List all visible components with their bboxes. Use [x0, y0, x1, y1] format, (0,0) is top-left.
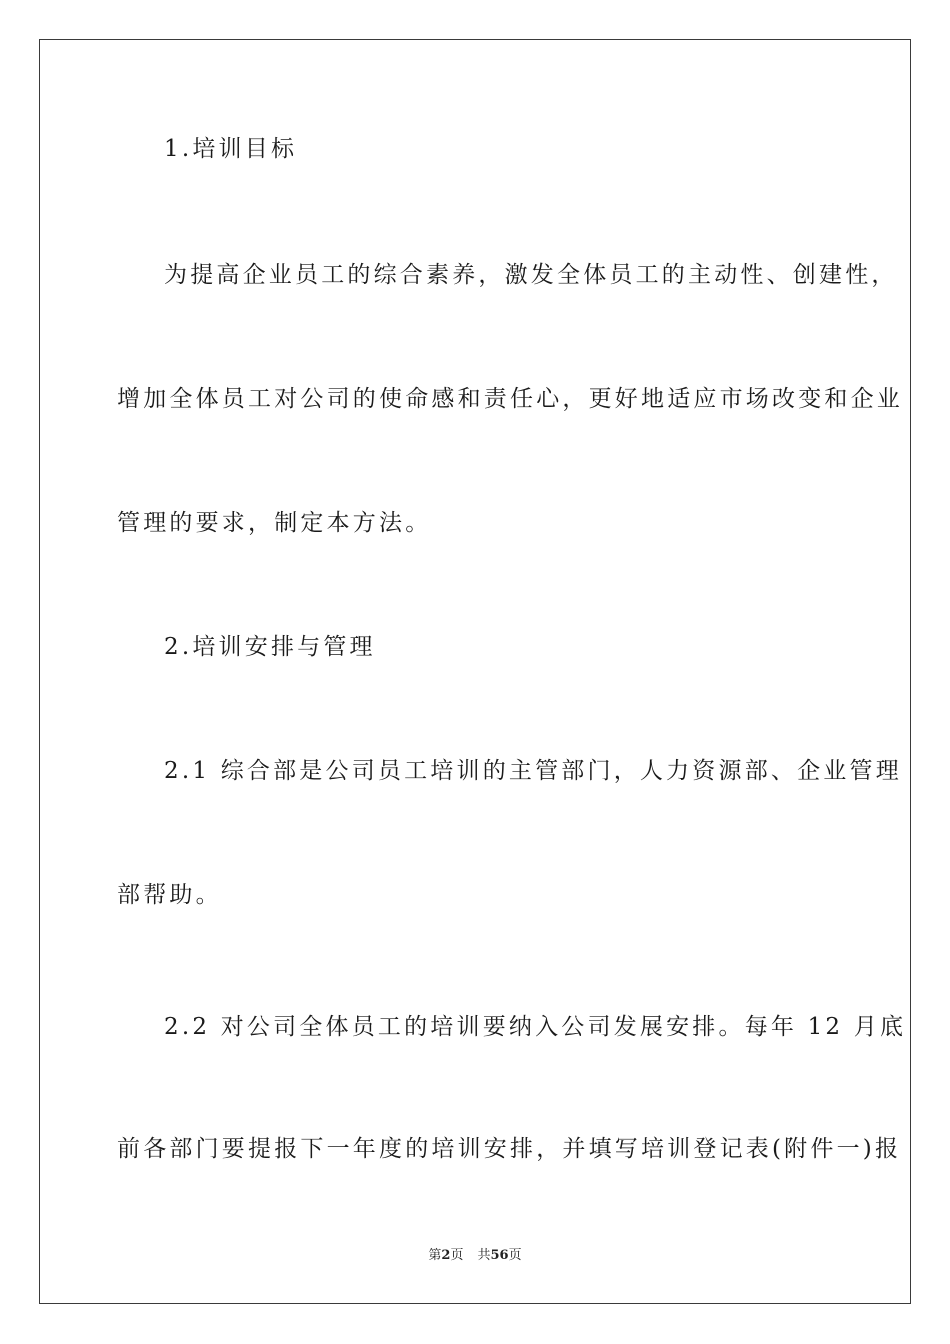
footer-total-pages: 56 [490, 1248, 509, 1263]
footer-total-prefix: 共 [477, 1248, 491, 1263]
footer-page-prefix: 第 [428, 1248, 442, 1263]
paragraph-line: 管理的要求，制定本方法。 [117, 510, 432, 536]
heading-training-goal: 1.培训目标 [164, 136, 298, 162]
page-border [39, 39, 911, 1304]
paragraph-line: 部帮助。 [117, 882, 222, 908]
paragraph-line: 为提高企业员工的综合素养，激发全体员工的主动性、创建性， [164, 262, 898, 288]
footer-page-number: 2 [441, 1248, 451, 1263]
paragraph-line: 2.1 综合部是公司员工培训的主管部门，人力资源部、企业管理 [164, 758, 902, 784]
paragraph-line: 前各部门要提报下一年度的培训安排，并填写培训登记表(附件一)报 [117, 1136, 902, 1162]
footer-page-suffix: 页 [450, 1248, 464, 1263]
paragraph-line: 增加全体员工对公司的使命感和责任心，更好地适应市场改变和企业 [117, 386, 903, 412]
paragraph-line: 2.2 对公司全体员工的培训要纳入公司发展安排。每年 12 月底 [164, 1014, 907, 1040]
heading-training-arrangement: 2.培训安排与管理 [164, 634, 376, 660]
footer-total-suffix: 页 [508, 1248, 522, 1263]
page-footer [0, 1248, 950, 1264]
